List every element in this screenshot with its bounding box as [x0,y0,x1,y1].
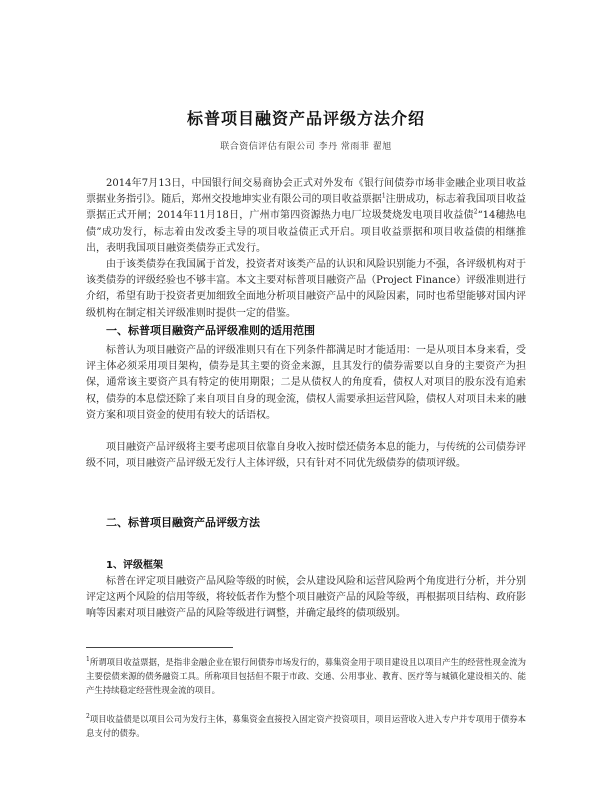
intro-paragraph-2: 由于该类债券在我国属于首发，投资者对该类产品的认识和风险识别能力不强，各评级机构对于该类债券的评级经验也不够丰富。本文主要对标普项目融资产品（Project Finance）评级准则进行介绍，希望有助于投资者更加细致全面地分析项目融资产品中的风险因素，同时也希望能够对国内评级机构在制定相关评级准则时提供一定的借鉴。 [86,259,526,319]
footnote-1-text: 所谓项目收益票据，是指非金融企业在银行间债券市场发行的，募集资金用于项目建设且以项目产生的经营性现金流为主要偿债来源的债务融资工具。所称项目包括但不限于市政、交通、公用事业、教育、医疗等与城镇化建设相关的、能产生持续稳定经营性现金流的项目。 [86,657,526,695]
footnote-separator [86,647,233,648]
footnote-ref-1[interactable]: 1 [381,192,386,200]
footnote-1-mark: 1 [86,656,90,664]
author-line: 联合资信评估有限公司 李丹 常雨菲 翟旭 [220,142,392,152]
footnote-2-text: 项目收益债是以项目公司为发行主体，募集资金直接投入固定资产投资项目，项目运营收入进入专户并专项用于债券本息支付的债券。 [86,714,526,738]
section-1-heading: 一、标普项目融资产品评级准则的适用范围 [106,324,315,337]
section-1-paragraph-2: 项目融资产品评级将主要考虑项目依靠自身收入按时偿还债务本息的能力，与传统的公司债券评级不同，项目融资产品评级无发行人主体评级，只有针对不同优先级债券的债项评级。 [86,442,526,470]
footnote-2-mark: 2 [86,713,90,721]
footnote-1 [86,655,526,697]
footnote-2 [86,712,526,740]
intro-paragraph-1-part-c: “14穗热电债”成功发行，标志着由发改委主导的项目收益债正式开启。项目收益票据和项目收益债的相继推出，表明我国项目融资类债券正式发行。 [86,210,526,254]
subsection-1-heading: 1、评级框架 [106,560,163,571]
intro-paragraph-1-part-a: 2014年7月13日，中国银行间交易商协会正式对外发布《银行间债券市场非金融企业项目收益票据业务指引》。随后，郑州交投地坤实业有限公司的项目收益票据 [86,178,526,206]
section-2-heading: 二、标普项目融资产品评级方法 [106,516,260,529]
footnote-ref-2[interactable]: 2 [473,209,478,217]
intro-paragraph-1 [86,176,526,257]
section-1-paragraph-1: 标普认为项目融资产品的评级准则只有在下列条件都满足时才能适用：一是从项目本身来看，受评主体必须采用项目架构，债券是其主要的资金来源，且其发行的债券需要以自身的主要资产为担保，通常该主要资产具有特定的使用期限；二是从债权人的角度看，债权人对项目的股东没有追索权，债券的本息偿还除了来自项目自身的现金流，债权人需要承担运营风险，债权人对项目未来的融资方案和项目资金的使用有较大的话语权。 [86,345,526,421]
paper-title: 标普项目融资产品评级方法介绍 [186,109,425,128]
subsection-1-paragraph-1: 标普在评定项目融资产品风险等级的时候，会从建设风险和运营风险两个角度进行分析，并分别评定这两个风险的信用等级，将较低者作为整个项目融资产品的风险等级，再根据项目结构、政府影响等因素对项目融资产品的风险等级进行调整，并确定最终的债项级别。 [86,576,526,620]
intro-paragraph-1-part-b: 注册成功，标志着我国项目收益票据正式开闸；2014年11月18日，广州市第四资源热力电厂垃圾焚烧发电项目收益债 [86,194,527,222]
